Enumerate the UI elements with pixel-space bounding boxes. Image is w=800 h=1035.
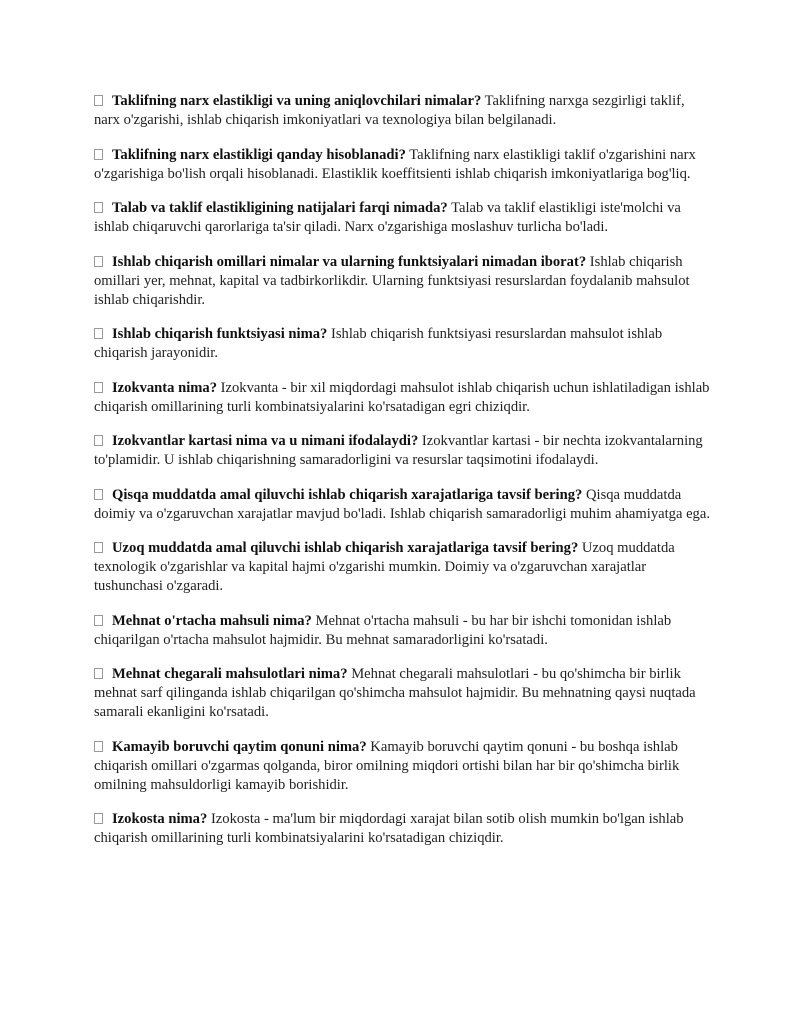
question-text: Izokvantlar kartasi nima va u nimani ifodalaydi? — [112, 433, 419, 449]
qa-item — [94, 199, 710, 237]
checkbox-bullet-icon — [94, 489, 103, 500]
question-text: Kamayib boruvchi qaytim qonuni nima? — [112, 738, 367, 755]
question-text: Talab va taklif elastikligining natijalari farqi nimada? — [112, 200, 448, 216]
answer-text: Izokosta - ma'lum bir miqdordagi xarajat bilan sotib olish mumkin bo'lgan ishlab chiqarish omillarining turli kombinatsiyalarini ko'rsatadigan chiziqdir. — [94, 811, 684, 846]
question-text: Izokosta nima? — [112, 811, 208, 827]
answer-text: Kamayib boruvchi qaytim qonuni - bu boshqa ishlab chiqarish omillari o'zgarmas qolganda, biror omilning miqdori ortishi bilan har bir qo'shimcha birlik omilning mahsuldorligi kamayib borishidir. — [94, 738, 680, 793]
checkbox-bullet-icon — [94, 382, 103, 393]
qa-item — [94, 612, 710, 650]
checkbox-bullet-icon — [94, 328, 103, 339]
checkbox-bullet-icon — [94, 741, 103, 752]
question-text: Ishlab chiqarish omillari nimalar va ularning funktsiyalari nimadan iborat? — [112, 253, 587, 270]
checkbox-bullet-icon — [94, 615, 103, 626]
checkbox-bullet-icon — [94, 435, 103, 446]
qa-item — [94, 146, 710, 184]
answer-text: Taklifning narx elastikligi taklif o'zgarishini narx o'zgarishiga bo'lish orqali hisoblanadi. Elastiklik koeffitsienti ishlab chiqarish imkoniyatlariga bog'liq. — [94, 146, 696, 182]
qa-item — [94, 325, 710, 363]
qa-item — [94, 432, 710, 470]
answer-text: Uzoq muddatda texnologik o'zgarishlar va kapital hajmi o'zgarishi mumkin. Doimiy va o'zgaruvchan xarajatlar tushunchasi o'zgaradi. — [94, 540, 675, 594]
checkbox-bullet-icon — [94, 95, 103, 106]
checkbox-bullet-icon — [94, 668, 103, 679]
qa-item — [94, 810, 710, 848]
qa-item — [94, 738, 710, 795]
answer-text: Talab va taklif elastikligi iste'molchi va ishlab chiqaruvchi qarorlariga ta'sir qiladi. Narx o'zgarishiga moslashuv turlicha bo'ladi. — [94, 200, 681, 235]
document-body — [94, 92, 710, 864]
question-text: Ishlab chiqarish funktsiyasi nima? — [112, 326, 328, 342]
answer-text: Izokvantlar kartasi - bir nechta izokvantalarning to'plamidir. U ishlab chiqarishning samaradorligini va resurslar taqsimotini ifodalaydi. — [94, 433, 703, 468]
answer-text: Taklifning narxga sezgirligi taklif, narx o'zgarishi, ishlab chiqarish imkoniyatlari va texnologiya bilan belgilanadi. — [94, 93, 685, 128]
answer-text: Ishlab chiqarish funktsiyasi resurslardan mahsulot ishlab chiqarish jarayonidir. — [94, 326, 663, 361]
answer-text: Mehnat chegarali mahsulotlari - bu qo'shimcha bir birlik mehnat sarf qilinganda ishlab chiqarilgan qo'shimcha mahsulot hajmidir. Bu mehnatning qaysi nuqtada samarali ekanligini ko'rsatadi. — [94, 666, 696, 720]
qa-item — [94, 539, 710, 596]
question-text: Mehnat o'rtacha mahsuli nima? — [112, 612, 312, 629]
answer-text: Mehnat o'rtacha mahsuli - bu har bir ishchi tomonidan ishlab chiqarilgan o'rtacha mahsulot hajmidir. Bu mehnat samaradorligini ko'rsatadi. — [94, 612, 672, 648]
qa-item — [94, 92, 710, 130]
qa-item — [94, 379, 710, 417]
checkbox-bullet-icon — [94, 256, 103, 267]
checkbox-bullet-icon — [94, 542, 103, 553]
question-text: Taklifning narx elastikligi va uning aniqlovchilari nimalar? — [112, 93, 482, 109]
answer-text: Qisqa muddatda doimiy va o'zgaruvchan xarajatlar mavjud bo'ladi. Ishlab chiqarish samaradorligi muhim ahamiyatga ega. — [94, 486, 710, 522]
answer-text: Izokvanta - bir xil miqdordagi mahsulot ishlab chiqarish uchun ishlatiladigan ishlab chiqarish omillarining turli kombinatsiyalarini ko'rsatadigan egri chiziqdir. — [94, 379, 710, 415]
checkbox-bullet-icon — [94, 149, 103, 160]
question-text: Izokvanta nima? — [112, 379, 218, 396]
checkbox-bullet-icon — [94, 202, 103, 213]
question-text: Qisqa muddatda amal qiluvchi ishlab chiqarish xarajatlariga tavsif bering? — [112, 486, 583, 503]
question-text: Mehnat chegarali mahsulotlari nima? — [112, 666, 348, 682]
answer-text: Ishlab chiqarish omillari yer, mehnat, kapital va tadbirkorlikdir. Ularning funktsiyasi resurslardan foydalanib mahsulot ishlab chiqarishdir. — [94, 253, 690, 308]
qa-item — [94, 253, 710, 310]
qa-item — [94, 486, 710, 524]
question-text: Uzoq muddatda amal qiluvchi ishlab chiqarish xarajatlariga tavsif bering? — [112, 540, 579, 556]
question-text: Taklifning narx elastikligi qanday hisoblanadi? — [112, 146, 406, 163]
qa-item — [94, 665, 710, 722]
checkbox-bullet-icon — [94, 813, 103, 824]
